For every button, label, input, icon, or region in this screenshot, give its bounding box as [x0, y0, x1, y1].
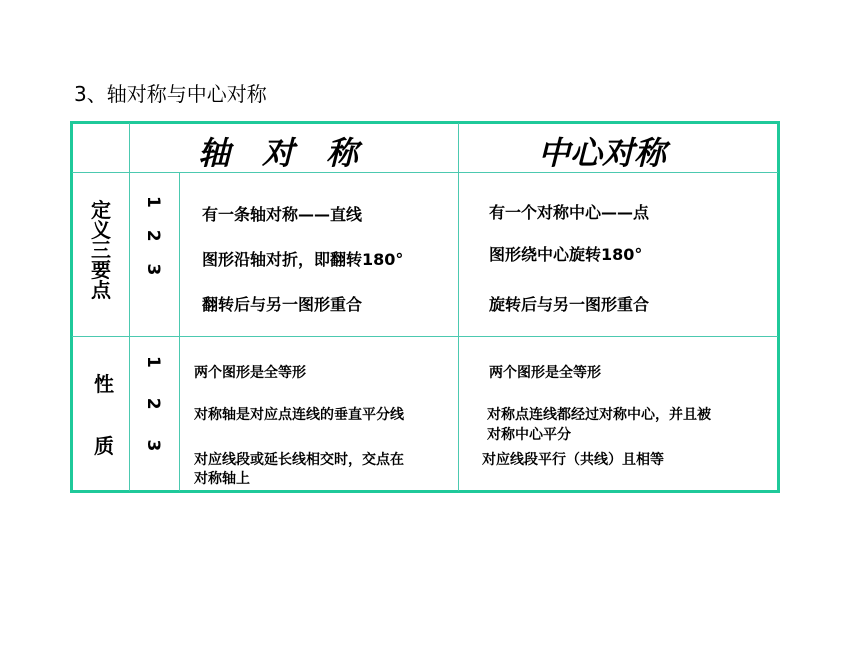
table-divider [179, 172, 180, 491]
property-center-point-2-cont: 对称中心平分 [487, 427, 571, 443]
table-divider [129, 123, 130, 491]
table-divider [72, 172, 778, 173]
row-label-property-bottom: 质 [94, 434, 114, 458]
row-label-property-top: 性 [94, 372, 114, 396]
definition-axis-point-3: 翻转后与另一图形重合 [202, 295, 363, 314]
property-numbering: 1 2 3 [143, 356, 163, 464]
property-center-point-2: 对称点连线都经过对称中心，并且被 [487, 407, 711, 423]
definition-axis-point-1: 有一条轴对称——直线 [202, 205, 363, 224]
column-header-axis-symmetry: 轴 对 称 [198, 134, 359, 172]
property-center-point-1: 两个图形是全等形 [489, 365, 601, 381]
property-axis-point-3: 对应线段或延长线相交时，交点在 [194, 452, 404, 468]
definition-center-point-3: 旋转后与另一图形重合 [489, 295, 650, 314]
row-label-definition: 定义三要点 [91, 198, 111, 302]
page-title: 3、轴对称与中心对称 [74, 82, 267, 106]
property-axis-point-2: 对称轴是对应点连线的垂直平分线 [194, 407, 404, 423]
table-divider [458, 123, 459, 491]
property-axis-point-3-cont: 对称轴上 [194, 471, 250, 487]
definition-axis-point-2: 图形沿轴对折，即翻转180° [202, 250, 404, 269]
column-header-central-symmetry: 中心对称 [538, 134, 667, 172]
property-axis-point-1: 两个图形是全等形 [194, 365, 306, 381]
definition-numbering: 1 2 3 [143, 196, 163, 284]
comparison-table [70, 121, 780, 493]
definition-center-point-1: 有一个对称中心——点 [489, 203, 650, 222]
property-center-point-3: 对应线段平行（共线）且相等 [482, 452, 664, 468]
table-divider [72, 336, 778, 337]
definition-center-point-2: 图形绕中心旋转180° [489, 245, 643, 264]
